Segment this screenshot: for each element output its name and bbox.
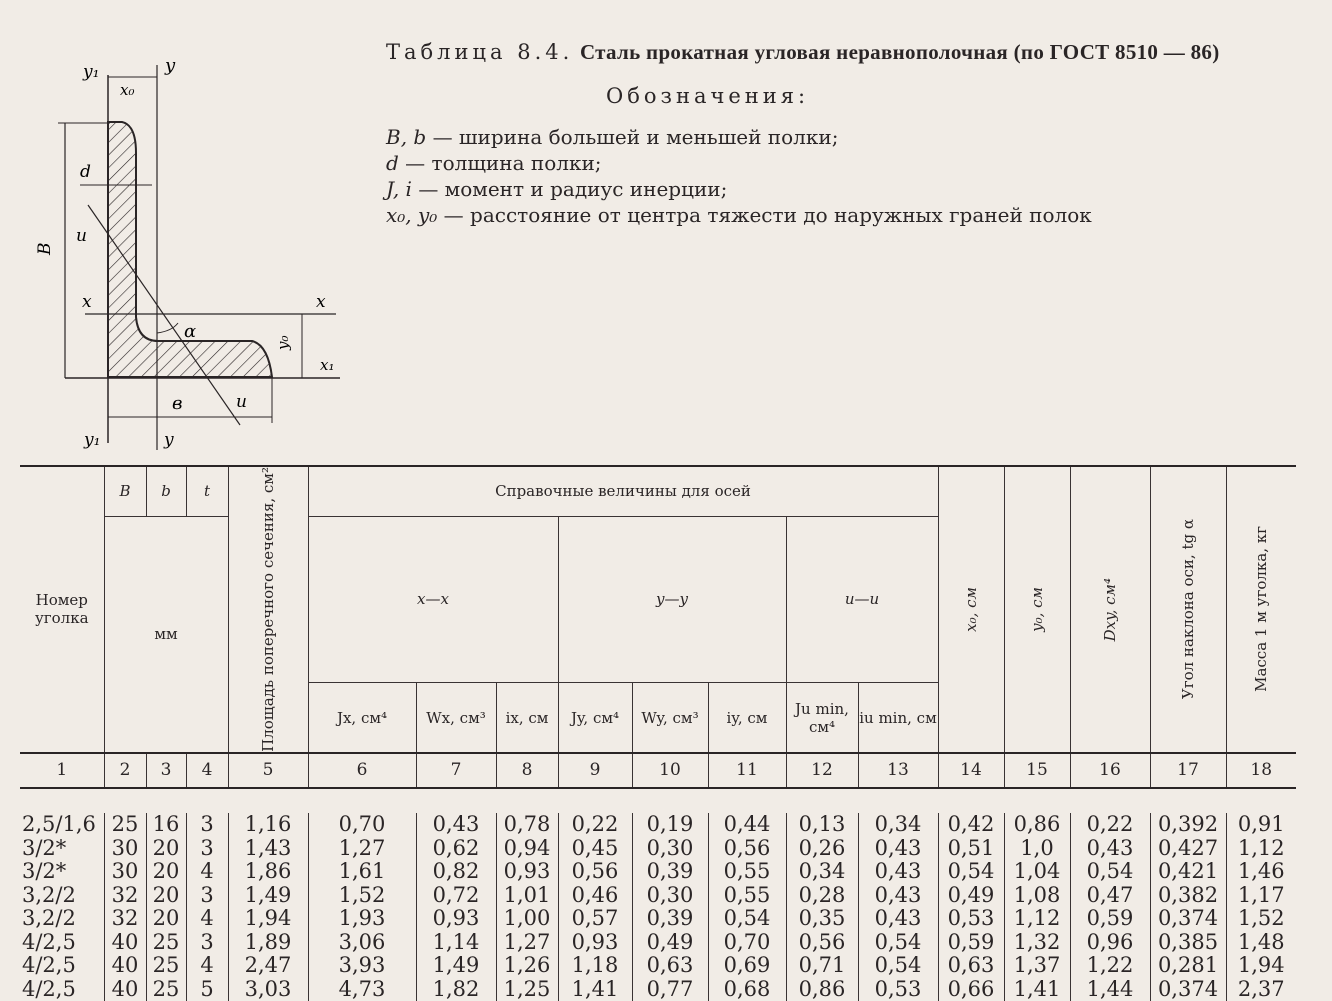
header-x0: x₀, см bbox=[938, 466, 1004, 753]
table-cell: 0,26 bbox=[786, 836, 858, 860]
table-cell: 1,26 bbox=[496, 954, 558, 978]
table-cell: 0,54 bbox=[858, 954, 938, 978]
table-cell: 0,86 bbox=[786, 977, 858, 1001]
table-cell: 20 bbox=[146, 836, 186, 860]
table-cell: 0,39 bbox=[632, 907, 708, 931]
table-cell: 0,57 bbox=[558, 907, 632, 931]
table-cell: 40 bbox=[104, 954, 146, 978]
header-tg: Угол наклона оси, tg α bbox=[1150, 466, 1226, 753]
table-cell: 0,22 bbox=[1070, 813, 1150, 837]
header-Jy: Jy, см⁴ bbox=[558, 683, 632, 753]
table-cell: 30 bbox=[104, 836, 146, 860]
table-cell: 0,28 bbox=[786, 883, 858, 907]
table-cell: 3/2* bbox=[22, 835, 67, 860]
table-cell: 0,44 bbox=[708, 813, 786, 837]
table-cell: 1,41 bbox=[558, 977, 632, 1001]
header-Ju: Ju min, см⁴ bbox=[786, 683, 858, 753]
table-cell: 0,374 bbox=[1150, 977, 1226, 1001]
header-mm: мм bbox=[104, 516, 228, 753]
table-cell: 1,16 bbox=[228, 813, 308, 837]
label-y1-top: y₁ bbox=[83, 62, 100, 82]
table-cell: 0,56 bbox=[708, 836, 786, 860]
table-cell: 0,43 bbox=[858, 883, 938, 907]
table-cell: 40 bbox=[104, 930, 146, 954]
table-cell: 0,54 bbox=[1070, 860, 1150, 884]
label-y0: y₀ bbox=[274, 335, 292, 350]
table-cell: 0,78 bbox=[496, 813, 558, 837]
table-cell: 0,382 bbox=[1150, 883, 1226, 907]
table-cell: 0,281 bbox=[1150, 954, 1226, 978]
table-cell: 2,5/1,6 bbox=[22, 812, 96, 837]
header-reference: Справочные величины для осей bbox=[308, 466, 938, 516]
column-number: 13 bbox=[858, 753, 938, 788]
table-cell: 0,63 bbox=[632, 954, 708, 978]
table-cell: 4/2,5 bbox=[22, 929, 76, 954]
table-cell: 0,86 bbox=[1004, 813, 1070, 837]
column-number: 14 bbox=[938, 753, 1004, 788]
table-cell: 3/2* bbox=[22, 859, 67, 884]
table-row bbox=[20, 883, 1296, 907]
label-u-top: u bbox=[76, 226, 87, 246]
table-cell: 0,43 bbox=[416, 813, 496, 837]
label-y-top: y bbox=[165, 55, 176, 76]
table-cell: 0,392 bbox=[1150, 813, 1226, 837]
table-cell: 20 bbox=[146, 907, 186, 931]
table-cell: 1,94 bbox=[228, 907, 308, 931]
legend-item: x₀, y₀ — расстояние от центра тяжести до наружных граней полок bbox=[386, 203, 1092, 227]
legend-item: B, b — ширина большей и меньшей полки; bbox=[386, 125, 839, 149]
table-cell: 1,25 bbox=[496, 977, 558, 1001]
table-cell: 4/2,5 bbox=[22, 976, 76, 1001]
table-cell: 1,52 bbox=[1226, 907, 1296, 931]
table-cell: 0,55 bbox=[708, 860, 786, 884]
table-cell: 0,42 bbox=[938, 813, 1004, 837]
table-cell: 4/2,5 bbox=[22, 953, 76, 978]
label-y1-bottom: y₁ bbox=[84, 430, 101, 450]
table-cell: 4 bbox=[186, 860, 228, 884]
column-number: 15 bbox=[1004, 753, 1070, 788]
table-cell: 25 bbox=[104, 813, 146, 837]
table-row bbox=[20, 813, 1296, 837]
header-axis-uu: u—u bbox=[786, 516, 938, 683]
header-Wx: Wx, см³ bbox=[416, 683, 496, 753]
header-ix: ix, см bbox=[496, 683, 558, 753]
title-rest: Сталь прокатная угловая неравнополочная (по ГОСТ 8510 — 86) bbox=[579, 40, 1220, 64]
table-cell: 1,08 bbox=[1004, 883, 1070, 907]
table-cell: 1,61 bbox=[308, 860, 416, 884]
table-cell: 0,13 bbox=[786, 813, 858, 837]
table-cell: 0,54 bbox=[938, 860, 1004, 884]
table-cell: 0,96 bbox=[1070, 930, 1150, 954]
table-cell: 0,54 bbox=[858, 930, 938, 954]
label-u-bottom: u bbox=[236, 392, 247, 412]
title-lead: Таблица 8.4. bbox=[386, 40, 574, 64]
header-B: B bbox=[104, 466, 146, 516]
header-number: Номер уголка bbox=[20, 466, 104, 753]
table-cell: 0,66 bbox=[938, 977, 1004, 1001]
table-cell: 0,93 bbox=[496, 860, 558, 884]
table-cell: 0,43 bbox=[1070, 836, 1150, 860]
table-cell: 0,47 bbox=[1070, 883, 1150, 907]
angle-steel-table bbox=[20, 465, 1296, 1001]
table-cell: 1,41 bbox=[1004, 977, 1070, 1001]
table-cell: 0,34 bbox=[786, 860, 858, 884]
table-cell: 1,12 bbox=[1226, 836, 1296, 860]
table-cell: 1,0 bbox=[1004, 836, 1070, 860]
table-cell: 0,62 bbox=[416, 836, 496, 860]
table-cell: 0,43 bbox=[858, 860, 938, 884]
table-cell: 0,374 bbox=[1150, 907, 1226, 931]
table-cell: 1,43 bbox=[228, 836, 308, 860]
label-d: d bbox=[80, 162, 91, 182]
column-number: 5 bbox=[228, 753, 308, 788]
table-cell: 0,69 bbox=[708, 954, 786, 978]
column-number: 17 bbox=[1150, 753, 1226, 788]
table-cell: 1,46 bbox=[1226, 860, 1296, 884]
column-number: 16 bbox=[1070, 753, 1150, 788]
table-body bbox=[20, 788, 1296, 1001]
table-cell: 0,19 bbox=[632, 813, 708, 837]
table-cell: 20 bbox=[146, 860, 186, 884]
table-cell: 3,2/2 bbox=[22, 882, 76, 907]
table-cell: 0,421 bbox=[1150, 860, 1226, 884]
table-cell: 0,51 bbox=[938, 836, 1004, 860]
table-cell: 0,22 bbox=[558, 813, 632, 837]
header-area: Площадь поперечного сечения, см² bbox=[228, 466, 308, 753]
table-cell: 32 bbox=[104, 907, 146, 931]
table-cell: 16 bbox=[146, 813, 186, 837]
label-x-right: x bbox=[316, 292, 326, 312]
table-cell: 1,49 bbox=[228, 883, 308, 907]
table-cell: 0,45 bbox=[558, 836, 632, 860]
column-number: 2 bbox=[104, 753, 146, 788]
column-number: 1 bbox=[20, 753, 104, 788]
table-cell: 0,56 bbox=[558, 860, 632, 884]
table-cell: 25 bbox=[146, 930, 186, 954]
legend bbox=[386, 124, 1092, 228]
header-axis-yy: y—y bbox=[558, 516, 786, 683]
table-cell: 0,63 bbox=[938, 954, 1004, 978]
table-cell: 0,39 bbox=[632, 860, 708, 884]
table-cell: 0,53 bbox=[858, 977, 938, 1001]
table-cell: 0,43 bbox=[858, 836, 938, 860]
table-cell: 0,385 bbox=[1150, 930, 1226, 954]
header-iy: iy, см bbox=[708, 683, 786, 753]
table-cell: 0,59 bbox=[938, 930, 1004, 954]
table-cell: 0,68 bbox=[708, 977, 786, 1001]
table-row bbox=[20, 836, 1296, 860]
table-cell: 1,17 bbox=[1226, 883, 1296, 907]
table-cell: 40 bbox=[104, 977, 146, 1001]
table-cell: 3 bbox=[186, 836, 228, 860]
legend-item: J, i — момент и радиус инерции; bbox=[386, 177, 728, 201]
table-cell: 3,03 bbox=[228, 977, 308, 1001]
table-cell: 0,91 bbox=[1226, 813, 1296, 837]
table-row bbox=[20, 930, 1296, 954]
table-row bbox=[20, 860, 1296, 884]
table-cell: 0,70 bbox=[308, 813, 416, 837]
header-iu: iu min, см bbox=[858, 683, 938, 753]
table-cell: 1,04 bbox=[1004, 860, 1070, 884]
table-cell: 2,47 bbox=[228, 954, 308, 978]
table-cell: 3 bbox=[186, 930, 228, 954]
header-Jx: Jx, см⁴ bbox=[308, 683, 416, 753]
table-cell: 3,93 bbox=[308, 954, 416, 978]
header-Wy: Wy, см³ bbox=[632, 683, 708, 753]
column-number: 11 bbox=[708, 753, 786, 788]
label-x0: x₀ bbox=[120, 81, 135, 99]
table-cell: 20 bbox=[146, 883, 186, 907]
table-row bbox=[20, 954, 1296, 978]
column-numbers-row bbox=[20, 753, 1296, 788]
table-cell: 0,70 bbox=[708, 930, 786, 954]
table-title bbox=[386, 40, 1316, 65]
table-cell: 0,71 bbox=[786, 954, 858, 978]
table-cell: 1,44 bbox=[1070, 977, 1150, 1001]
table-cell: 0,427 bbox=[1150, 836, 1226, 860]
table-cell: 0,54 bbox=[708, 907, 786, 931]
table-cell: 0,77 bbox=[632, 977, 708, 1001]
table-cell: 0,43 bbox=[858, 907, 938, 931]
table-cell: 1,93 bbox=[308, 907, 416, 931]
angle-section-diagram bbox=[35, 45, 360, 455]
table-cell: 0,56 bbox=[786, 930, 858, 954]
table-cell: 1,27 bbox=[496, 930, 558, 954]
table-cell: 25 bbox=[146, 954, 186, 978]
table-cell: 0,59 bbox=[1070, 907, 1150, 931]
table-cell: 0,55 bbox=[708, 883, 786, 907]
table-cell: 1,14 bbox=[416, 930, 496, 954]
table-cell: 0,35 bbox=[786, 907, 858, 931]
header-y0: y₀, см bbox=[1004, 466, 1070, 753]
table-cell: 0,53 bbox=[938, 907, 1004, 931]
header-b: b bbox=[146, 466, 186, 516]
table-cell: 3,2/2 bbox=[22, 906, 76, 931]
header-axis-xx: x—x bbox=[308, 516, 558, 683]
legend-item: d — толщина полки; bbox=[386, 151, 602, 175]
table-cell: 1,18 bbox=[558, 954, 632, 978]
label-b: в bbox=[172, 393, 183, 414]
label-x1: x₁ bbox=[320, 356, 335, 374]
table-cell: 0,93 bbox=[416, 907, 496, 931]
table-cell: 3,06 bbox=[308, 930, 416, 954]
table-row bbox=[20, 977, 1296, 1001]
header-mass: Масса 1 м уголка, кг bbox=[1226, 466, 1296, 753]
table-cell: 0,94 bbox=[496, 836, 558, 860]
table-cell: 5 bbox=[186, 977, 228, 1001]
table-cell: 0,82 bbox=[416, 860, 496, 884]
table-cell: 1,49 bbox=[416, 954, 496, 978]
label-x-left: x bbox=[82, 292, 92, 312]
table-cell: 25 bbox=[146, 977, 186, 1001]
table-cell: 4 bbox=[186, 907, 228, 931]
table-cell: 3 bbox=[186, 883, 228, 907]
header-dxy: Dxy, см⁴ bbox=[1070, 466, 1150, 753]
table-cell: 1,48 bbox=[1226, 930, 1296, 954]
column-number: 4 bbox=[186, 753, 228, 788]
legend-heading: Обозначения: bbox=[606, 84, 810, 108]
table-cell: 2,37 bbox=[1226, 977, 1296, 1001]
table-cell: 1,37 bbox=[1004, 954, 1070, 978]
column-number: 18 bbox=[1226, 753, 1296, 788]
table-cell: 4,73 bbox=[308, 977, 416, 1001]
column-number: 9 bbox=[558, 753, 632, 788]
table-cell: 1,82 bbox=[416, 977, 496, 1001]
table-cell: 1,27 bbox=[308, 836, 416, 860]
column-number: 10 bbox=[632, 753, 708, 788]
table-cell: 1,32 bbox=[1004, 930, 1070, 954]
label-B: B bbox=[35, 242, 55, 255]
table-cell: 1,22 bbox=[1070, 954, 1150, 978]
label-alpha: α bbox=[184, 321, 197, 342]
table-cell: 4 bbox=[186, 954, 228, 978]
table-cell: 0,46 bbox=[558, 883, 632, 907]
table-cell: 0,49 bbox=[632, 930, 708, 954]
table-cell: 0,49 bbox=[938, 883, 1004, 907]
table-cell: 1,89 bbox=[228, 930, 308, 954]
table-cell: 1,00 bbox=[496, 907, 558, 931]
table-cell: 1,01 bbox=[496, 883, 558, 907]
table-cell: 1,86 bbox=[228, 860, 308, 884]
header-t: t bbox=[186, 466, 228, 516]
table-cell: 0,93 bbox=[558, 930, 632, 954]
column-number: 3 bbox=[146, 753, 186, 788]
column-number: 12 bbox=[786, 753, 858, 788]
table-cell: 0,30 bbox=[632, 836, 708, 860]
label-y-bottom: y bbox=[164, 430, 174, 450]
table-cell: 30 bbox=[104, 860, 146, 884]
table-cell: 0,34 bbox=[858, 813, 938, 837]
table-row bbox=[20, 907, 1296, 931]
table-cell: 0,30 bbox=[632, 883, 708, 907]
table-cell: 1,94 bbox=[1226, 954, 1296, 978]
column-number: 7 bbox=[416, 753, 496, 788]
table-cell: 0,72 bbox=[416, 883, 496, 907]
table-cell: 3 bbox=[186, 813, 228, 837]
table-cell: 1,12 bbox=[1004, 907, 1070, 931]
table-cell: 1,52 bbox=[308, 883, 416, 907]
column-number: 8 bbox=[496, 753, 558, 788]
column-number: 6 bbox=[308, 753, 416, 788]
table-cell: 32 bbox=[104, 883, 146, 907]
